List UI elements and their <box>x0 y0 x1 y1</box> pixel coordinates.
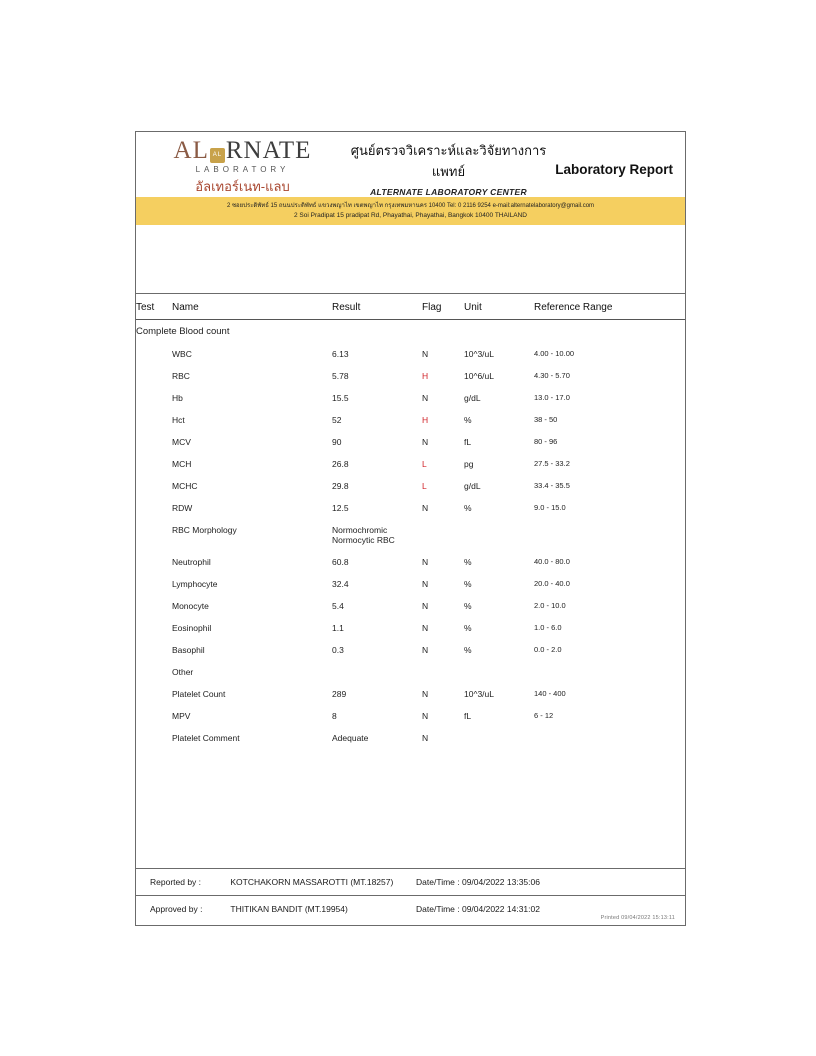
cell-unit <box>464 519 534 551</box>
cell-test <box>136 453 172 475</box>
cell-flag <box>422 661 464 683</box>
test-group-label: Complete Blood count <box>136 326 230 337</box>
cell-reference-range: 4.00 - 10.00 <box>534 349 575 358</box>
cell-test <box>136 683 172 705</box>
cell-name: Monocyte <box>172 601 209 611</box>
cell-name: MCH <box>172 459 192 469</box>
cell-result: 29.8 <box>332 481 349 491</box>
cell-result: Adequate <box>332 733 369 743</box>
cell-name: Lymphocyte <box>172 579 218 589</box>
cell-unit: g/dL <box>464 393 481 403</box>
cell-unit: % <box>464 645 472 655</box>
cell-name: MCV <box>172 437 191 447</box>
reported-by-value: KOTCHAKORN MASSAROTTI (MT.18257) <box>230 877 394 887</box>
logo-subtitle: LABORATORY <box>195 165 290 174</box>
logo-text-part1: AL <box>173 137 209 164</box>
page-title: Laboratory Report <box>555 162 673 177</box>
cell-name: MPV <box>172 711 191 721</box>
cell-test <box>136 573 172 595</box>
cell-reference-range: 80 - 96 <box>534 437 558 446</box>
cell-flag <box>422 595 464 617</box>
cell-unit <box>464 727 534 749</box>
cell-test <box>136 431 172 453</box>
cell-flag <box>422 497 464 519</box>
table-row <box>136 431 685 453</box>
cell-reference-range: 20.0 - 40.0 <box>534 579 570 588</box>
cell-reference-range: 40.0 - 80.0 <box>534 557 570 566</box>
cell-result: 5.4 <box>332 601 344 611</box>
cell-flag <box>422 475 464 497</box>
cell-test <box>136 639 172 661</box>
flag-indicator: N <box>422 733 429 743</box>
cell-flag <box>422 683 464 705</box>
table-row <box>136 453 685 475</box>
cell-name: WBC <box>172 349 192 359</box>
flag-indicator: H <box>422 415 429 425</box>
flag-indicator: N <box>422 623 429 633</box>
table-header-row <box>136 294 685 320</box>
cell-unit: 10^3/uL <box>464 689 494 699</box>
table-row <box>136 683 685 705</box>
cell-result: 5.78 <box>332 371 349 381</box>
cell-result: 1.1 <box>332 623 344 633</box>
flag-indicator: N <box>422 349 429 359</box>
cell-flag <box>422 705 464 727</box>
table-row <box>136 497 685 519</box>
cell-reference-range: 38 - 50 <box>534 415 558 424</box>
cell-unit: g/dL <box>464 481 481 491</box>
cell-test <box>136 727 172 749</box>
logo-wordmark <box>150 138 335 164</box>
cell-unit: fL <box>464 711 472 721</box>
cell-unit: 10^3/uL <box>464 349 494 359</box>
report-header <box>136 132 685 197</box>
cell-unit: % <box>464 503 472 513</box>
cell-name: MCHC <box>172 481 198 491</box>
cell-test <box>136 365 172 387</box>
cell-test <box>136 705 172 727</box>
table-row <box>136 617 685 639</box>
cell-flag <box>422 343 464 365</box>
reported-by-label: Reported by : <box>150 877 202 887</box>
cell-flag <box>422 431 464 453</box>
cell-name: Platelet Count <box>172 689 226 699</box>
column-header-flag: Flag <box>422 294 464 320</box>
cell-unit <box>464 661 534 683</box>
column-header-reference-range: Reference Range <box>534 294 685 320</box>
flag-indicator: N <box>422 711 429 721</box>
cell-flag <box>422 551 464 573</box>
cell-reference-range: 2.0 - 10.0 <box>534 601 566 610</box>
cell-test <box>136 519 172 551</box>
address-line-english: 2 Soi Pradipat 15 pradipat Rd, Phayathai, Phayathai, Bangkok 10400 THAILAND <box>294 212 527 219</box>
flag-indicator: N <box>422 437 429 447</box>
cell-name: Other <box>172 667 194 677</box>
reported-by-row <box>136 869 685 895</box>
cell-test <box>136 661 172 683</box>
center-english-title: ALTERNATE LABORATORY CENTER <box>370 187 527 197</box>
cell-test <box>136 387 172 409</box>
cell-flag <box>422 727 464 749</box>
cell-flag <box>422 639 464 661</box>
cell-result: 90 <box>332 437 342 447</box>
cell-unit: fL <box>464 437 472 447</box>
cell-reference-range <box>534 519 685 551</box>
address-bar <box>136 197 685 225</box>
table-row <box>136 320 685 344</box>
cell-reference-range: 6 - 12 <box>534 711 554 720</box>
cell-test <box>136 617 172 639</box>
lab-report-page <box>135 131 686 926</box>
table-row <box>136 551 685 573</box>
cell-test <box>136 595 172 617</box>
column-header-test: Test <box>136 294 172 320</box>
report-footer <box>136 868 685 925</box>
flag-indicator: N <box>422 393 429 403</box>
cell-reference-range <box>534 661 685 683</box>
column-header-unit: Unit <box>464 294 534 320</box>
cell-flag <box>422 617 464 639</box>
cell-unit: % <box>464 623 472 633</box>
logo-thai-name: อัลเทอร์เนท-แลบ <box>195 179 290 194</box>
table-row <box>136 661 685 683</box>
flag-indicator: N <box>422 689 429 699</box>
cell-result: 32.4 <box>332 579 349 589</box>
cell-reference-range: 140 - 400 <box>534 689 566 698</box>
logo-text-part2: RNATE <box>225 137 312 164</box>
cell-unit: 10^6/uL <box>464 371 494 381</box>
center-heading <box>336 140 561 197</box>
lab-logo <box>150 138 335 197</box>
table-row <box>136 595 685 617</box>
cell-unit: pg <box>464 459 474 469</box>
table-row <box>136 409 685 431</box>
cell-name: Neutrophil <box>172 557 211 567</box>
flag-indicator: N <box>422 645 429 655</box>
cell-result: 289 <box>332 689 347 699</box>
cell-reference-range <box>534 727 685 749</box>
cell-unit: % <box>464 557 472 567</box>
table-row <box>136 519 685 551</box>
cell-reference-range: 33.4 - 35.5 <box>534 481 570 490</box>
cell-result: 0.3 <box>332 645 344 655</box>
cell-test <box>136 551 172 573</box>
cell-name: Hb <box>172 393 183 403</box>
table-row <box>136 705 685 727</box>
column-header-name: Name <box>172 294 332 320</box>
table-row <box>136 573 685 595</box>
cell-flag <box>422 453 464 475</box>
cell-result: 52 <box>332 415 342 425</box>
flag-indicator: L <box>422 481 427 491</box>
cell-name: RBC <box>172 371 190 381</box>
cell-test <box>136 343 172 365</box>
cell-reference-range: 4.30 - 5.70 <box>534 371 570 380</box>
cell-test <box>136 409 172 431</box>
cell-result: 60.8 <box>332 557 349 567</box>
cell-reference-range: 1.0 - 6.0 <box>534 623 562 632</box>
center-thai-title: ศูนย์ตรวจวิเคราะห์และวิจัยทางการแพทย์ <box>350 143 547 179</box>
cell-name: Eosinophil <box>172 623 212 633</box>
cell-result: 15.5 <box>332 393 349 403</box>
results-table-wrapper <box>136 294 685 749</box>
flag-indicator: N <box>422 579 429 589</box>
table-row <box>136 727 685 749</box>
table-row <box>136 639 685 661</box>
cell-result: 6.13 <box>332 349 349 359</box>
cell-name: Hct <box>172 415 185 425</box>
cell-reference-range: 27.5 - 33.2 <box>534 459 570 468</box>
approved-datetime: Date/Time : 09/04/2022 14:31:02 <box>416 904 540 914</box>
table-row <box>136 365 685 387</box>
flag-indicator: N <box>422 503 429 513</box>
cell-name: RDW <box>172 503 193 513</box>
address-line-thai: 2 ซอยประดิพัทธ์ 15 ถนนประดิพัทธ์ แขวงพญาไท เขตพญาไท กรุงเทพมหานคร 10400 Tel: 0 2116 9254 e-mail:alternatelaboratory@gmail.com <box>226 203 595 209</box>
cell-test <box>136 475 172 497</box>
cell-unit: % <box>464 579 472 589</box>
cell-result: Normochromic Normocytic RBC <box>332 525 395 545</box>
cell-flag <box>422 365 464 387</box>
cell-flag <box>422 387 464 409</box>
table-body <box>136 320 685 750</box>
cell-result <box>332 661 422 683</box>
cell-flag <box>422 409 464 431</box>
approved-by-value: THITIKAN BANDIT (MT.19954) <box>230 904 348 914</box>
approved-by-label: Approved by : <box>150 904 203 914</box>
cell-reference-range: 0.0 - 2.0 <box>534 645 562 654</box>
results-table <box>136 294 685 749</box>
cell-name: Platelet Comment <box>172 733 240 743</box>
cell-reference-range: 9.0 - 15.0 <box>534 503 566 512</box>
table-row <box>136 387 685 409</box>
cell-name: Basophil <box>172 645 205 655</box>
table-row <box>136 475 685 497</box>
table-row <box>136 343 685 365</box>
cell-result: 12.5 <box>332 503 349 513</box>
column-header-result: Result <box>332 294 422 320</box>
flag-indicator: L <box>422 459 427 469</box>
cell-name: RBC Morphology <box>172 525 237 535</box>
patient-info-blank-area <box>136 225 685 294</box>
cell-flag <box>422 519 464 551</box>
cell-result: 26.8 <box>332 459 349 469</box>
flag-indicator: N <box>422 601 429 611</box>
cell-reference-range: 13.0 - 17.0 <box>534 393 570 402</box>
cell-unit: % <box>464 601 472 611</box>
cell-result: 8 <box>332 711 337 721</box>
logo-badge-icon: AL <box>210 148 225 163</box>
cell-test <box>136 497 172 519</box>
reported-datetime: Date/Time : 09/04/2022 13:35:06 <box>416 877 540 887</box>
cell-unit: % <box>464 415 472 425</box>
printed-timestamp: Printed 09/04/2022 15:13:11 <box>600 915 675 921</box>
cell-flag <box>422 573 464 595</box>
flag-indicator: H <box>422 371 429 381</box>
flag-indicator: N <box>422 557 429 567</box>
